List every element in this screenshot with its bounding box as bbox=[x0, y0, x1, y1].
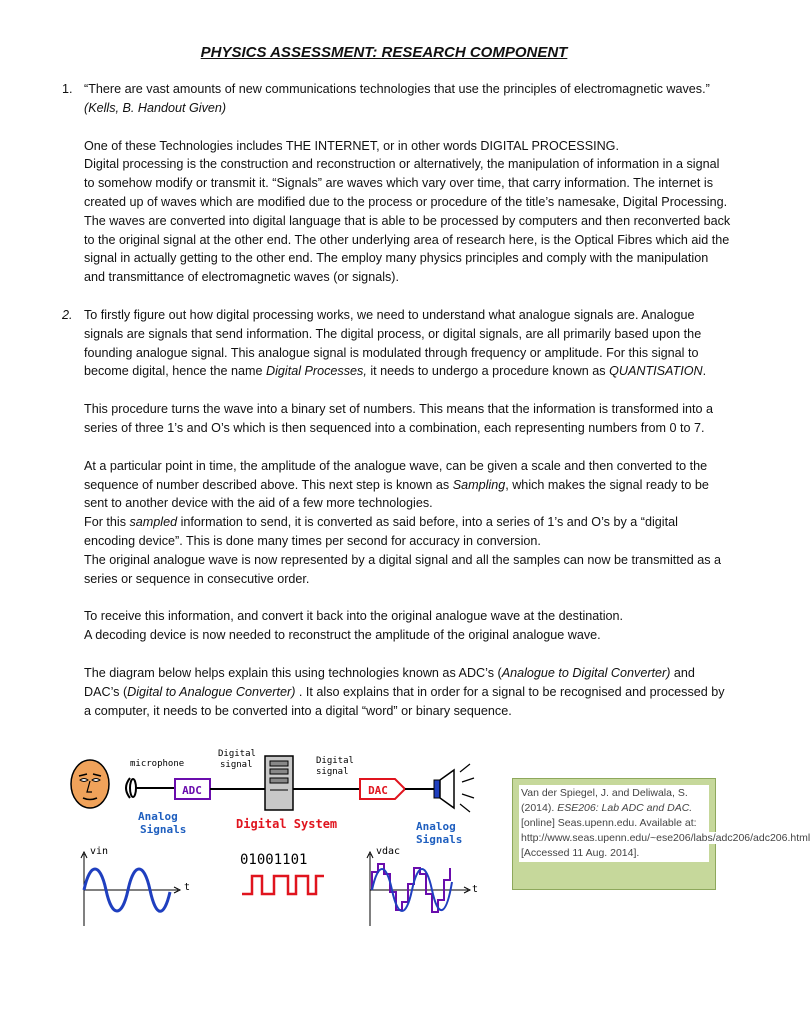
page-title: PHYSICS ASSESSMENT: RESEARCH COMPONENT bbox=[200, 44, 568, 61]
section-2-paragraph-5: The original analogue wave is now represented by a digital signal and all the samples can now be transmitted as a series or sequence in consecutive order. bbox=[84, 552, 722, 586]
section-1-paragraph-1: One of these Technologies includes THE INTERNET, or in other words DIGITAL PROCESSING. bbox=[84, 138, 619, 153]
citation-text: Van der Spiegel, J. and Deliwala, S. (2014). ESE206: Lab ADC and DAC. [online] Seas.upenn.edu. Available at: http://www.seas.upenn.edu/~ese206/labs/adc206/adc206.html [Accessed 11 Aug. 2014]. bbox=[519, 785, 709, 862]
vdac-plot bbox=[367, 852, 470, 926]
t-right-label: t bbox=[472, 884, 479, 895]
quote-text: “There are vast amounts of new communications technologies that use the principles of electromagnetic waves.” bbox=[84, 82, 710, 96]
analog-signals-left-1: Analog bbox=[138, 810, 178, 823]
vdac-label: vdac bbox=[376, 846, 401, 857]
section-2-paragraph-3: At a particular point in time, the amplitude of the analogue wave, can be given a scale and then converted to the sequence of number described above. This next step is known as Sampling, which makes the signal ready to be sent to another device with the aid of a few more technologies. bbox=[84, 458, 709, 511]
digital-signal-left-label-2: signal bbox=[220, 760, 253, 770]
section-1 bbox=[84, 80, 732, 287]
digital-signal-right-label-1: Digital bbox=[316, 756, 354, 766]
microphone-icon bbox=[126, 778, 175, 798]
section-2-paragraph-7: A decoding device is now needed to reconstruct the amplitude of the original analogue wave. bbox=[84, 628, 601, 643]
section-2-paragraph-2: This procedure turns the wave into a binary set of numbers. This means that the information is transformed into a series of three 1’s and O’s which is then sequenced into a combination, each representing numbers from 0 to 7. bbox=[84, 402, 714, 435]
section-2 bbox=[84, 306, 732, 720]
section-1-number: 1. bbox=[62, 82, 73, 96]
quote-source: (Kells, B. Handout Given) bbox=[84, 100, 227, 115]
computer-tower-icon bbox=[265, 756, 293, 810]
speaker-icon bbox=[434, 764, 474, 812]
microphone-label: microphone bbox=[130, 759, 185, 769]
analog-signals-right-1: Analog bbox=[416, 820, 456, 833]
adc-label: ADC bbox=[182, 784, 202, 797]
vin-label: vin bbox=[90, 846, 109, 857]
adc-dac-diagram bbox=[60, 742, 500, 934]
t-left-label: t bbox=[184, 882, 191, 893]
digital-pulse-wave bbox=[242, 876, 324, 894]
section-2-number: 2. bbox=[62, 308, 73, 322]
section-2-paragraph-1: To firstly figure out how digital processing works, we need to understand what analogue signals are. Analogue signals are signals that send information. The digital process, or digital signals, are all primarily based upon the founding analogue signal. This analogue signal is modulated through frequency or amplitude. For this signal to become digital, hence the name Digital Processes, it needs to undergo a procedure known as QUANTISATION. bbox=[84, 308, 707, 379]
section-1-paragraph-2: Digital processing is the construction and reconstruction or alternatively, the manipulation of information in a signal to somehow modify or transmit it. “Signals” are waves which vary over time, that carry information. The internet is created up of waves which are modified due to the process or procedure of the title’s namesake, Digital Processing. The waves are converted into digital language that is able to be processed by computers and then reconverted back to the original signal at the other end. The other underlying area of research here, is the Optical Fibres which aid the signal in actually getting to the other end. The employ many physics principles and comply with the manipulation and transmittance of electromagnetic waves (or signals). bbox=[84, 157, 731, 285]
citation-box bbox=[512, 778, 810, 890]
digital-signal-left-label-1: Digital bbox=[218, 749, 256, 759]
section-2-paragraph-6: To receive this information, and convert it back into the original analogue wave at the destination. bbox=[84, 609, 624, 624]
dac-label: DAC bbox=[368, 784, 388, 797]
section-2-paragraph-4: For this sampled information to send, it is converted as said before, into a series of 1’s and O’s by a “digital encoding device”. This is done many times per second for accuracy in conversion. bbox=[84, 515, 678, 548]
analog-signals-right-2: Signals bbox=[416, 833, 463, 846]
face-icon bbox=[71, 760, 109, 808]
digital-system-label: Digital System bbox=[236, 817, 338, 831]
section-1-quote bbox=[84, 80, 732, 118]
digital-signal-right-label-2: signal bbox=[316, 767, 349, 777]
binary-sequence: 01001101 bbox=[240, 852, 308, 868]
section-2-paragraph-8: The diagram below helps explain this using technologies known as ADC’s (Analogue to Digital Converter) and DAC’s (Digital to Analogue Converter) . It also explains that in order for a signal to be recognised and processed by a computer, it needs to be converted into a digital “word” or binary sequence. bbox=[84, 665, 725, 718]
analog-signals-left-2: Signals bbox=[140, 823, 187, 836]
vin-plot bbox=[81, 852, 180, 926]
